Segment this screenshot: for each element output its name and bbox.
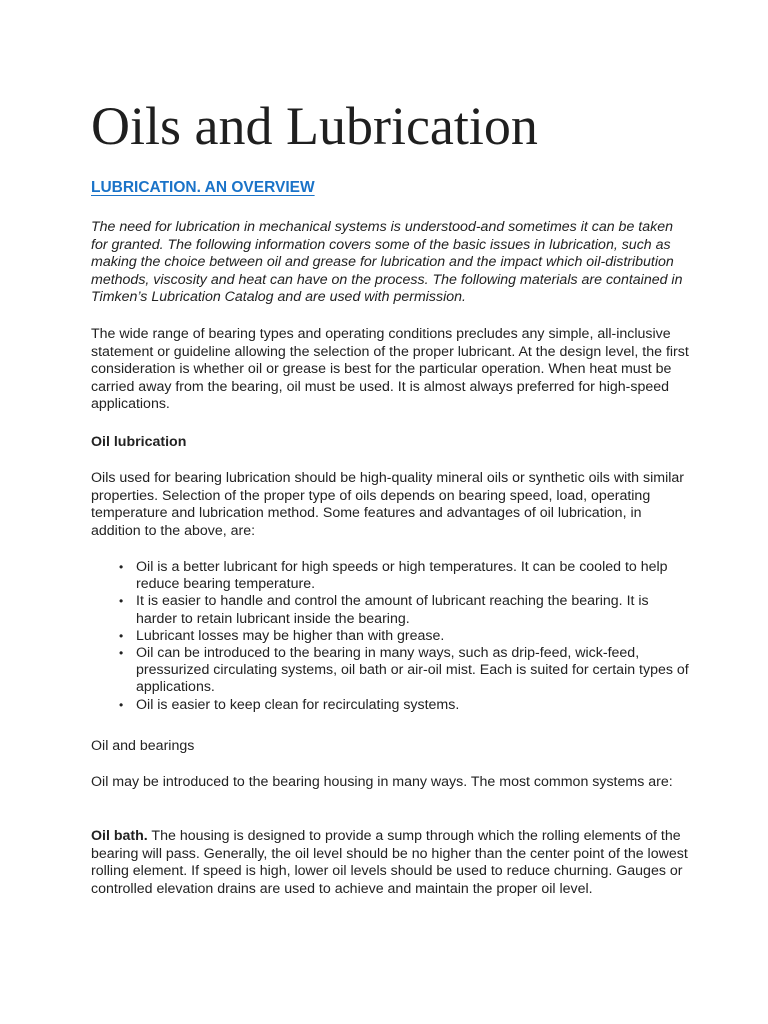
oil-bath-text: The housing is designed to provide a sump through which the rolling elements of the bearing will pass. Generally, the oil level should be no higher than the center point of the lowest rolling element. If speed is high, lower oil levels should be used to reduce churning. Gauges or controlled elevation drains are used to achieve and maintain the proper oil level. — [91, 828, 688, 897]
bullet-icon: • — [119, 594, 124, 609]
bearing-types-paragraph: The wide range of bearing types and operating conditions precludes any simple, all-inclusive statement or guideline allowing the selection of the proper lubricant. At the design level, the first consideration is whether oil or grease is best for the particular operation. When heat must be carried away from the bearing, oil must be used. It is almost always preferred for high-speed applications. — [91, 326, 689, 413]
bullet-icon: • — [119, 628, 124, 643]
bullet-icon: • — [119, 560, 124, 574]
list-item — [119, 697, 691, 714]
list-item-text: Oil is a better lubricant for high speeds or high temperatures. It can be cooled to help reduce bearing temperature. — [136, 559, 668, 593]
list-item — [119, 645, 691, 697]
list-item-text: Oil is easier to keep clean for recirculating systems. — [136, 696, 460, 713]
advantages-list — [119, 559, 691, 714]
list-item — [119, 559, 691, 593]
list-item-text: It is easier to handle and control the amount of lubricant reaching the bearing. It is harder to retain lubricant inside the bearing. — [136, 593, 649, 627]
list-item-text: Lubricant losses may be higher than with grease. — [136, 627, 445, 644]
page-title: Oils and Lubrication — [91, 96, 538, 156]
oil-lubrication-heading: Oil lubrication — [91, 434, 187, 450]
oil-lubrication-paragraph: Oils used for bearing lubrication should be high-quality mineral oils or synthetic oils with similar properties. Selection of the proper type of oils depends on bearing speed, load, operating temperature and lubrication method. Some features and advantages of oil lubrication, in addition to the above, are: — [91, 470, 684, 539]
list-item — [119, 628, 691, 645]
section-heading-link[interactable]: LUBRICATION. AN OVERVIEW — [91, 179, 315, 196]
intro-paragraph: The need for lubrication in mechanical systems is understood-and sometimes it can be taken for granted. The following information covers some of the basic issues in lubrication, such as making the choice between oil and grease for lubrication and the impact which oil-distribution methods, viscosity and heat can have on the process. The following materials are contained in Timken’s Lubrication Catalog and are used with permission. — [91, 219, 683, 306]
bullet-icon: • — [119, 646, 124, 661]
list-item-text: Oil can be introduced to the bearing in many ways, such as drip-feed, wick-feed, pressurized circulating systems, oil bath or air-oil mist. Each is suited for certain types of applications. — [136, 645, 689, 696]
bullet-icon: • — [119, 697, 124, 712]
oil-bath-paragraph — [91, 828, 691, 898]
list-item — [119, 593, 691, 627]
oil-and-bearings-heading: Oil and bearings — [91, 738, 195, 754]
oil-bath-label: Oil bath. — [91, 828, 148, 844]
oil-and-bearings-paragraph: Oil may be introduced to the bearing housing in many ways. The most common systems are: — [91, 774, 673, 790]
